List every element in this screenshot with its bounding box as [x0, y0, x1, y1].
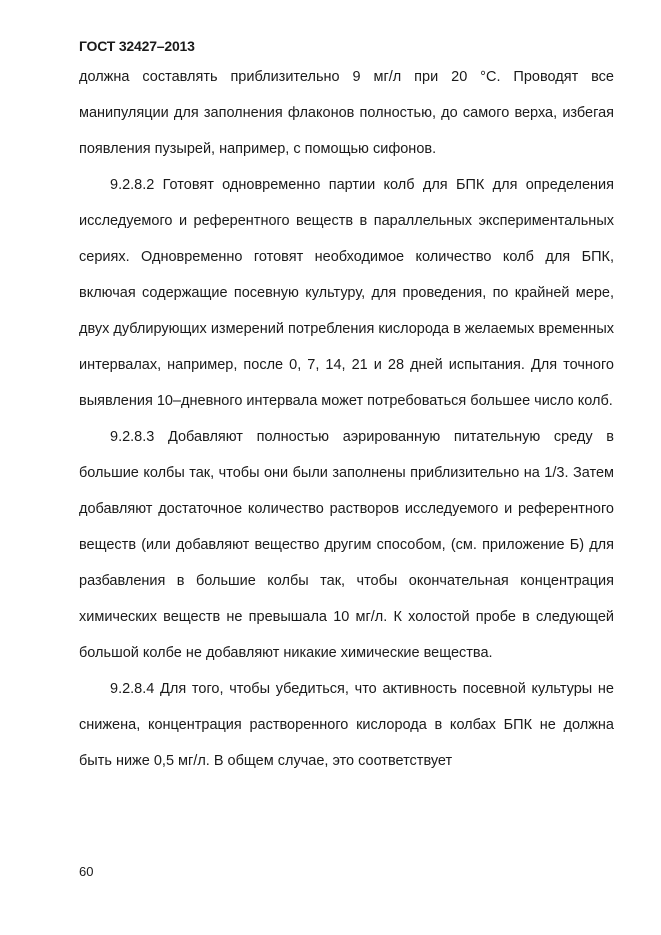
document-code-header: ГОСТ 32427–2013 [79, 38, 195, 54]
document-body [79, 59, 614, 779]
page-number: 60 [79, 864, 94, 879]
paragraph-continuation: должна составлять приблизительно 9 мг/л при 20 °C. Проводят все манипуляции для заполнения флаконов полностью, до самого верха, избегая появления пузырей, например, с помощью сифонов. [79, 69, 614, 157]
paragraph-9-2-8-2: 9.2.8.2 Готовят одновременно партии колб для БПК для определения исследуемого и референтного веществ в параллельных экспериментальных сериях. Одновременно готовят необходимое количество колб для БПК, включая содержащие посевную культуру, для проведения, по крайней мере, двух дублирующих измерений потребления кислорода в желаемых временных интервалах, например, после 0, 7, 14, 21 и 28 дней испытания. Для точного выявления 10–дневного интервала может потребоваться большее число колб. [79, 177, 614, 409]
paragraph-9-2-8-3: 9.2.8.3 Добавляют полностью аэрированную питательную среду в большие колбы так, чтобы они были заполнены приблизительно на 1/3. Затем добавляют достаточное количество растворов исследуемого и референтного веществ (или добавляют вещество другим способом, (см. приложение Б) для разбавления в большие колбы так, чтобы окончательная концентрация химических веществ не превышала 10 мг/л. К холостой пробе в следующей большой колбе не добавляют никакие химические вещества. [79, 429, 614, 661]
paragraph-9-2-8-4: 9.2.8.4 Для того, чтобы убедиться, что активность посевной культуры не снижена, концентрация растворенного кислорода в колбах БПК не должна быть ниже 0,5 мг/л. В общем случае, это соответствует [79, 681, 614, 769]
